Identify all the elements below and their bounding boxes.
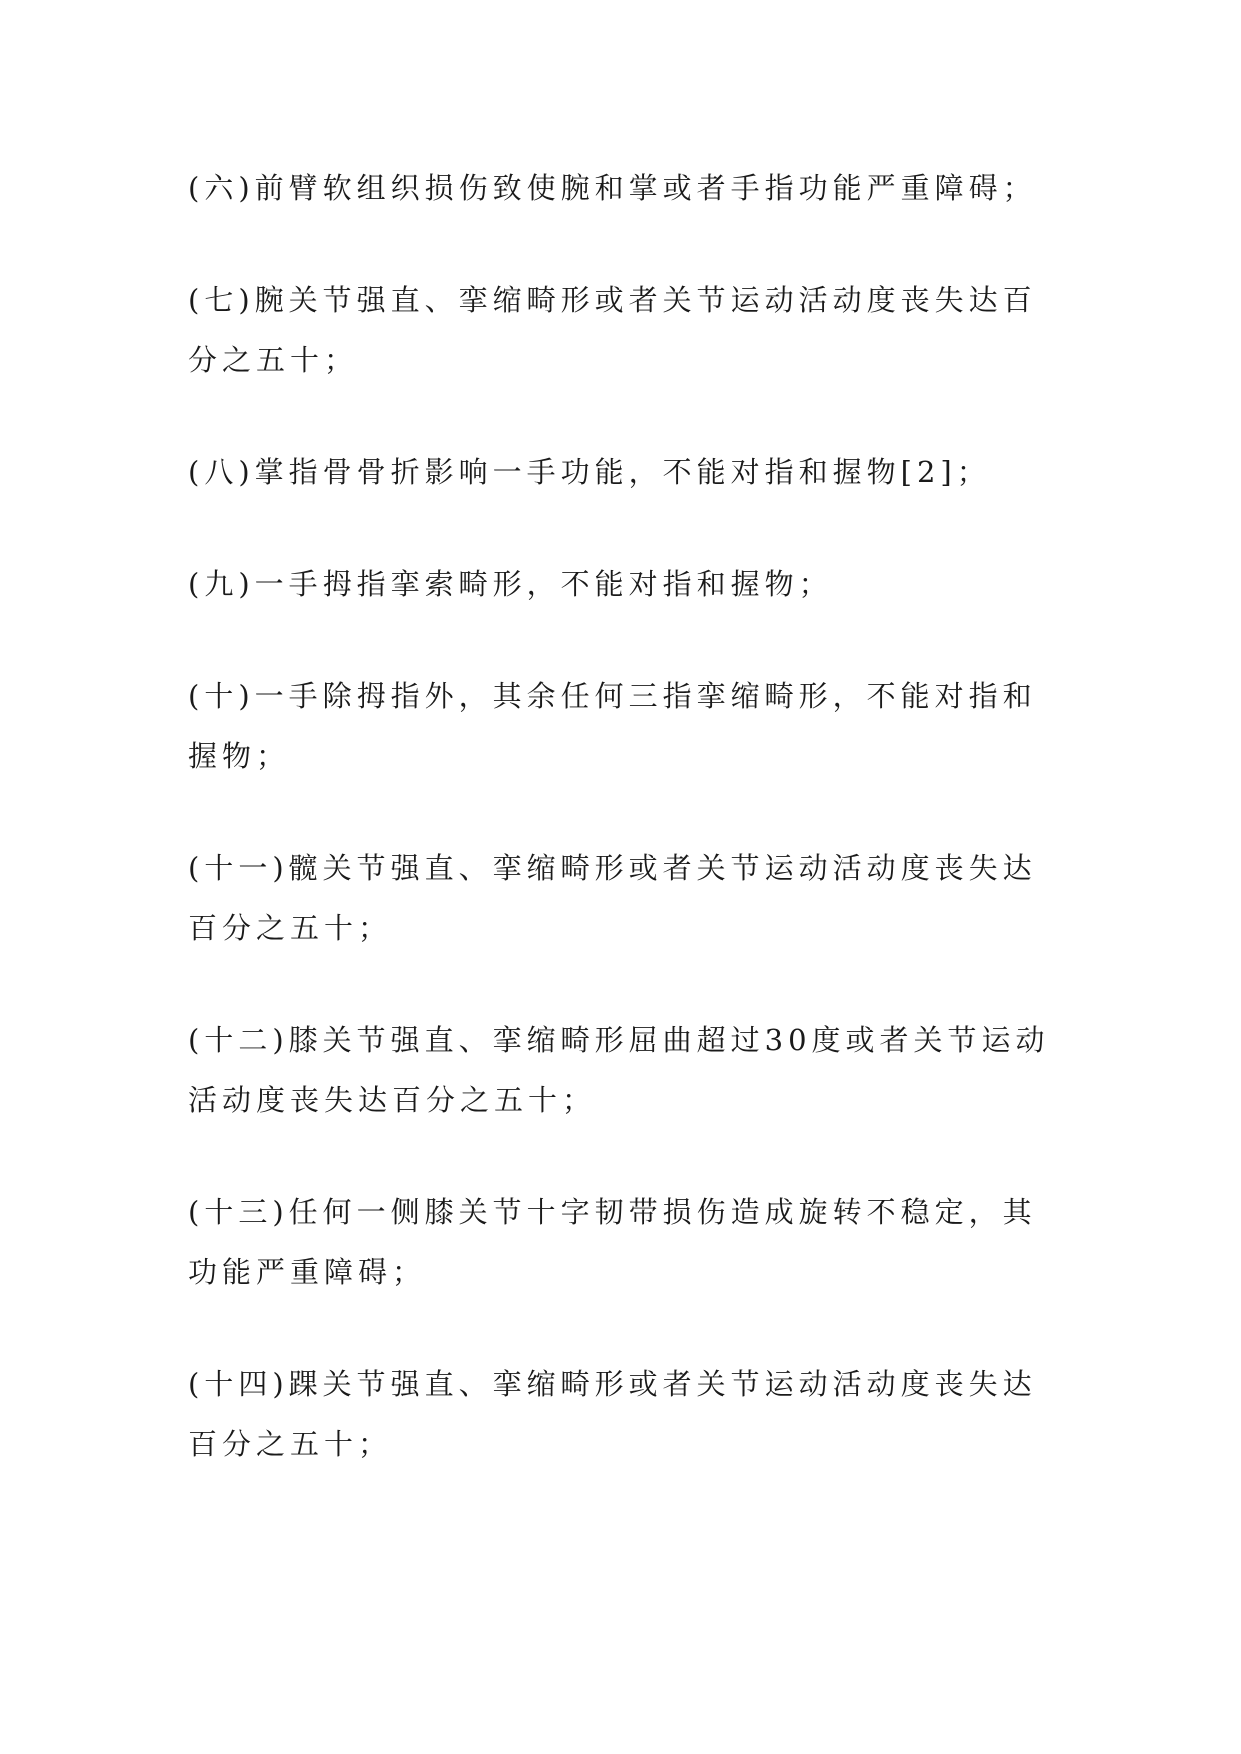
paragraph-item-7: (七)腕关节强直、挛缩畸形或者关节运动活动度丧失达百分之五十； — [188, 283, 1037, 377]
paragraph-item-10: (十)一手除拇指外，其余任何三指挛缩畸形，不能对指和握物； — [188, 679, 1037, 773]
paragraph-item-8: (八)掌指骨骨折影响一手功能，不能对指和握物[2]； — [188, 455, 991, 489]
paragraph-item-13: (十三)任何一侧膝关节十字韧带损伤造成旋转不稳定，其功能严重障碍； — [188, 1195, 1037, 1289]
paragraph-item-6: (六)前臂软组织损伤致使腕和掌或者手指功能严重障碍； — [188, 171, 1037, 205]
paragraph-item-11: (十一)髋关节强直、挛缩畸形或者关节运动活动度丧失达百分之五十； — [188, 851, 1037, 945]
paragraph-item-12: (十二)膝关节强直、挛缩畸形屈曲超过30度或者关节运动活动度丧失达百分之五十； — [188, 1023, 1050, 1117]
document-body — [188, 158, 1058, 1526]
paragraph-item-14: (十四)踝关节强直、挛缩畸形或者关节运动活动度丧失达百分之五十； — [188, 1367, 1037, 1461]
paragraph-item-9: (九)一手拇指挛索畸形，不能对指和握物； — [188, 567, 833, 601]
